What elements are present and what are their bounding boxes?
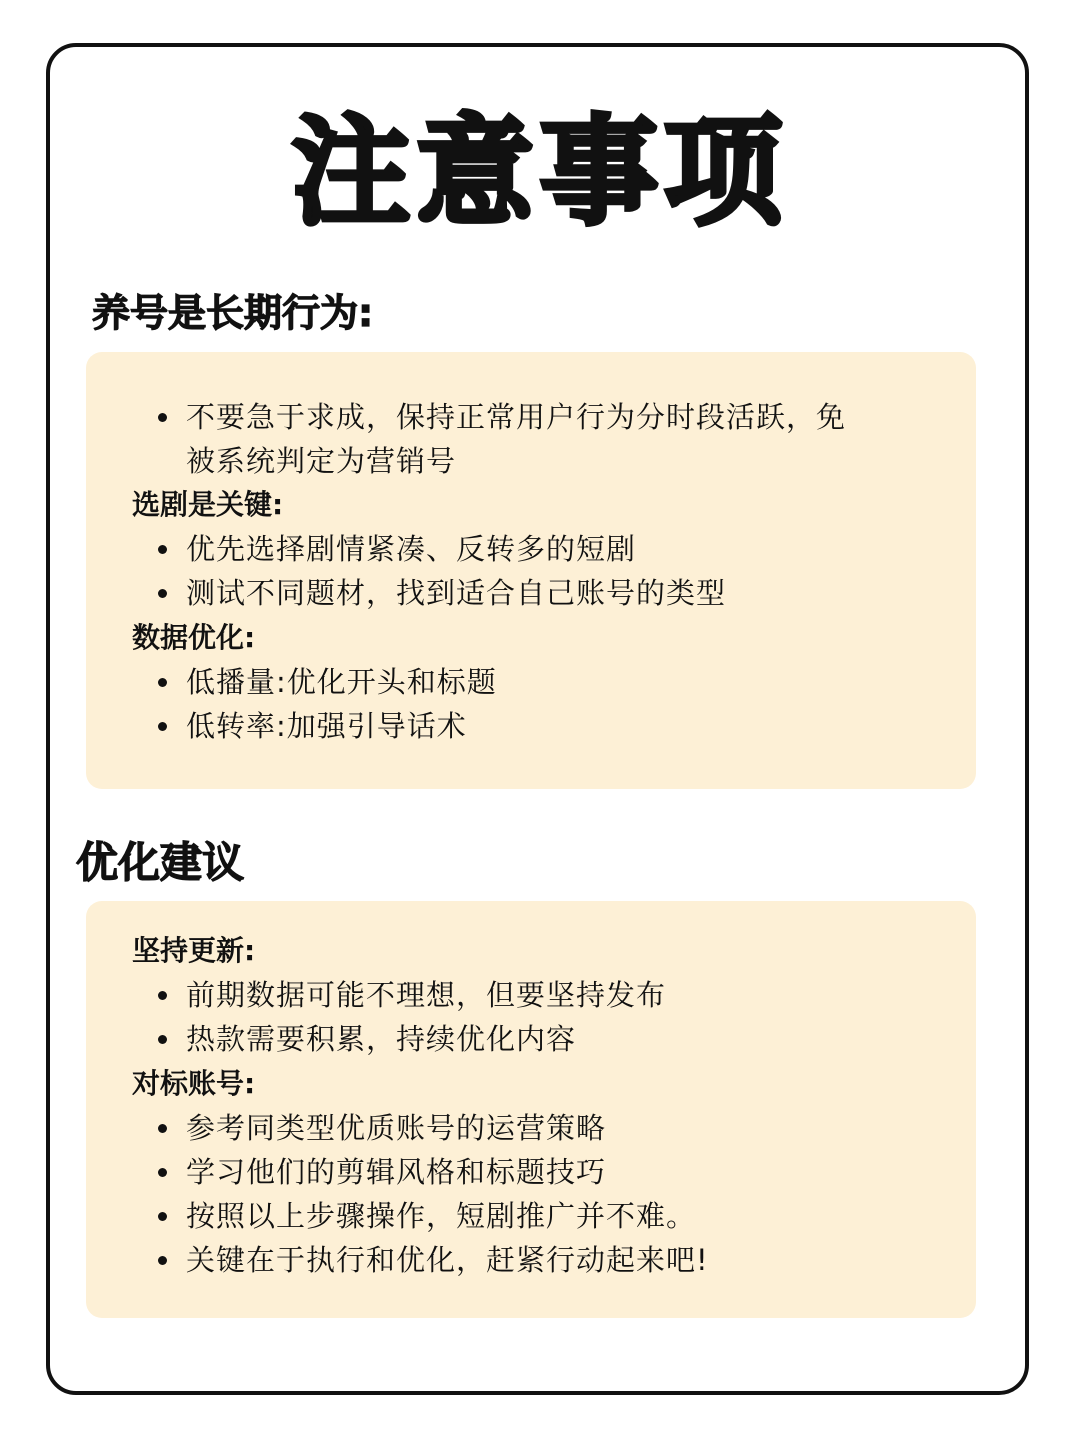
group-label-benchmark-accounts: 对标账号: xyxy=(132,1067,256,1100)
list-item: 测试不同题材，找到适合自己账号的类型 xyxy=(186,571,866,615)
group-label-data-optimization: 数据优化: xyxy=(132,621,256,654)
list-item: 优先选择剧情紧凑、反转多的短剧 xyxy=(186,527,866,571)
section-heading-account-raising: 养号是长期行为: xyxy=(92,291,374,335)
list-item: 低播量:优化开头和标题 xyxy=(186,660,866,704)
list-item: 学习他们的剪辑风格和标题技巧 xyxy=(186,1150,866,1194)
group-label-keep-updating: 坚持更新: xyxy=(132,934,256,967)
list-item: 关键在于执行和优化，赶紧行动起来吧! xyxy=(186,1238,866,1282)
group-label-drama-selection: 选剧是关键: xyxy=(132,488,284,521)
list-item: 热款需要积累，持续优化内容 xyxy=(186,1017,866,1061)
section-heading-optimization: 优化建议 xyxy=(76,838,245,887)
list-item: 低转率:加强引导话术 xyxy=(186,704,866,748)
list-item: 不要急于求成，保持正常用户行为分时段活跃，免被系统判定为营销号 xyxy=(186,395,866,483)
list-item: 前期数据可能不理想，但要坚持发布 xyxy=(186,973,866,1017)
page-title: 注意事项 xyxy=(291,103,788,241)
list-item: 按照以上步骤操作，短剧推广并不难。 xyxy=(186,1194,866,1238)
list-item: 参考同类型优质账号的运营策略 xyxy=(186,1106,866,1150)
